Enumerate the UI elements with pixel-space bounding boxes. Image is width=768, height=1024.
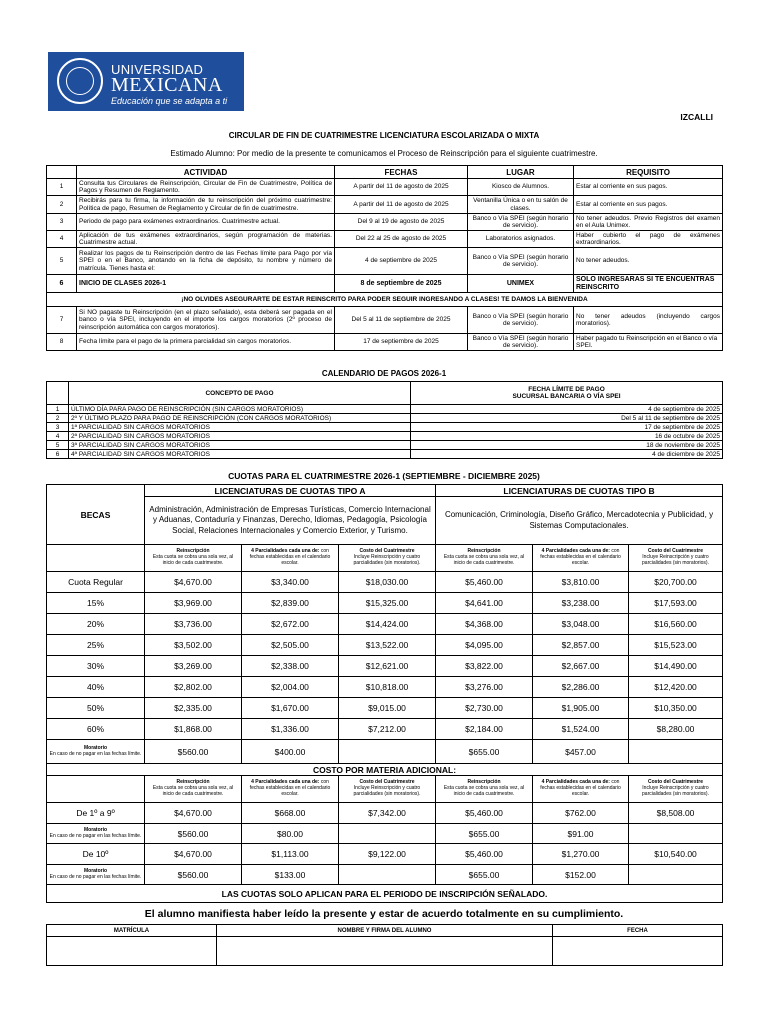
fee-value: $2,730.00: [436, 698, 533, 719]
calendar-row: [47, 414, 723, 423]
head-parcialidades-a: [242, 545, 339, 572]
moratorio-note: En caso de no pagar en las fechas límite.: [49, 832, 142, 839]
activity-date: A partir del 11 de agosto de 2025: [335, 196, 468, 214]
head-costo-b: [629, 776, 723, 803]
activity-text: Realizar los pagos de tu Reinscripción dentro de las Fechas límite para Pago por vía SPEI o en el Banco, anotando en la ficha de depósito, tu nombre y número de matrícula. Tienes hasta el:: [77, 248, 335, 275]
logo-line-1: UNIVERSIDAD: [111, 62, 204, 77]
calendar-date: 18 de noviembre de 2025: [411, 441, 723, 450]
activity-requirement: Estar al corriente en sus pagos.: [574, 179, 723, 196]
moratorio-note: En caso de no pagar en las fechas límite.: [49, 873, 142, 880]
fee-value: $655.00: [436, 865, 533, 885]
head-title: Costo del Cuatrimestre: [359, 779, 415, 786]
seal-icon: [57, 58, 103, 104]
fee-value: $7,212.00: [339, 719, 436, 740]
fee-value: $4,670.00: [145, 803, 242, 824]
fee-value: $4,670.00: [145, 844, 242, 865]
activity-requirement: Haber cubierto el pago de exámenes extraordinarios.: [574, 231, 723, 248]
fee-label: 30%: [47, 656, 145, 677]
becas-label: BECAS: [47, 485, 145, 545]
fee-value: [339, 865, 436, 885]
fee-row: [47, 719, 723, 740]
fee-value: $5,460.00: [436, 572, 533, 593]
head-costo-a: [339, 545, 436, 572]
fee-value: [629, 740, 723, 764]
activity-num: 5: [47, 248, 77, 275]
head-note: fechas establecidas en el calendario escolar.: [249, 785, 331, 797]
fee-value: $457.00: [533, 740, 629, 764]
head-title: 4 Parcialidades cada una de:: [541, 779, 610, 786]
calendar-concept: 2ª PARCIALIDAD SIN CARGOS MORATORIOS: [69, 432, 411, 441]
calendar-date: 4 de diciembre de 2025: [411, 450, 723, 459]
activity-num: 6: [47, 275, 77, 293]
head-title: 4 Parcialidades cada una de:: [541, 548, 610, 555]
activity-requirement: Estar al corriente en sus pagos.: [574, 196, 723, 214]
activity-place: Banco o Vía SPEI (según horario de servicio).: [468, 307, 574, 334]
activities-header-num: [47, 166, 77, 179]
fee-value: $10,350.00: [629, 698, 723, 719]
intro-text: Estimado Alumno: Por medio de la presente te comunicamos el Proceso de Reinscripción para el siguiente cuatrimestre.: [170, 149, 598, 158]
fee-value: $2,338.00: [242, 656, 339, 677]
fee-value: $1,868.00: [145, 719, 242, 740]
fee-value: $655.00: [436, 740, 533, 764]
fee-value: $3,048.00: [533, 614, 629, 635]
head-note: fechas establecidas en el calendario escolar.: [540, 785, 621, 797]
fee-value: $9,015.00: [339, 698, 436, 719]
fee-row: [47, 572, 723, 593]
fee-value: $4,670.00: [145, 572, 242, 593]
activity-place: Banco o Vía SPEI (según horario de servicio).: [468, 334, 574, 351]
fee-value: $3,969.00: [145, 593, 242, 614]
activities-header-actividad: ACTIVIDAD: [77, 166, 335, 179]
fee-value: $10,818.00: [339, 677, 436, 698]
fee-value: $133.00: [242, 865, 339, 885]
fee-value: $2,857.00: [533, 635, 629, 656]
fee-value: $3,810.00: [533, 572, 629, 593]
fee-value: $1,113.00: [242, 844, 339, 865]
fee-value: $2,286.00: [533, 677, 629, 698]
fees-column-heads: [47, 545, 723, 572]
fee-value: $80.00: [242, 824, 339, 844]
page-title: CIRCULAR DE FIN DE CUATRIMESTRE LICENCIATURA ESCOLARIZADA O MIXTA: [228, 131, 540, 140]
activity-row: [47, 196, 723, 214]
calendar-num: 1: [47, 405, 69, 414]
activity-place: Ventanilla Única o en tu salón de clases.: [468, 196, 574, 214]
activity-date: 8 de septiembre de 2025: [335, 275, 468, 293]
fee-value: $1,270.00: [533, 844, 629, 865]
activity-date: A partir del 11 de agosto de 2025: [335, 179, 468, 196]
calendar-date: Del 5 al 11 de septiembre de 2025: [411, 414, 723, 423]
fee-label: Cuota Regular: [47, 572, 145, 593]
fee-value: $560.00: [145, 824, 242, 844]
calendar-date: 16 de octubre de 2025: [411, 432, 723, 441]
moratorio-title: Moratorio: [83, 826, 108, 833]
calendar-concept: 4ª PARCIALIDAD SIN CARGOS MORATORIOS: [69, 450, 411, 459]
moratorio-title: Moratorio: [83, 744, 108, 751]
moratorio-label: [47, 824, 145, 844]
tipo-a-title: LICENCIATURAS DE CUOTAS TIPO A: [145, 485, 436, 497]
materia-label: De 1º a 9º: [47, 803, 145, 824]
head-costo-b: [629, 545, 723, 572]
calendar-row: [47, 432, 723, 441]
head-parcialidades-b: [533, 776, 629, 803]
activity-row: [47, 231, 723, 248]
fee-value: $4,095.00: [436, 635, 533, 656]
fee-value: $91.00: [533, 824, 629, 844]
signature-header-matricula: MATRÍCULA: [47, 925, 217, 937]
head-costo-a: [339, 776, 436, 803]
fee-label: 60%: [47, 719, 145, 740]
fee-value: $3,238.00: [533, 593, 629, 614]
head-title: Costo del Cuatrimestre: [648, 548, 704, 555]
activity-place: Banco o Vía SPEI (según horario de servicio).: [468, 214, 574, 231]
activities-table: [46, 165, 723, 351]
agreement-text: El alumno manifiesta haber leído la presente y estar de acuerdo totalmente en su cumplimiento.: [144, 908, 624, 920]
fecha-field[interactable]: [553, 937, 723, 966]
fee-value: $5,460.00: [436, 844, 533, 865]
head-note: Incluye Reinscripción y cuatro parcialidades (sin moratorios).: [642, 554, 709, 566]
head-note-inline: con: [611, 779, 620, 786]
activity-date: Del 5 al 11 de septiembre de 2025: [335, 307, 468, 334]
fee-value: $1,670.00: [242, 698, 339, 719]
activity-row: [47, 307, 723, 334]
fee-value: $2,667.00: [533, 656, 629, 677]
logo-tagline: Educación que se adapta a ti: [111, 96, 228, 106]
materia-label: De 10º: [47, 844, 145, 865]
calendar-num: 5: [47, 441, 69, 450]
calendar-num: 4: [47, 432, 69, 441]
campus-name: IZCALLI: [680, 112, 713, 122]
fee-label: 20%: [47, 614, 145, 635]
head-note: fechas establecidas en el calendario escolar.: [249, 554, 331, 566]
fees-table: [46, 484, 723, 903]
moratorio-title: Moratorio: [83, 867, 108, 874]
activity-date: Del 9 al 19 de agosto de 2025: [335, 214, 468, 231]
fee-value: $3,822.00: [436, 656, 533, 677]
activity-place: Banco o Vía SPEI (según horario de servicio).: [468, 248, 574, 275]
activity-row: [47, 248, 723, 275]
fee-value: $14,424.00: [339, 614, 436, 635]
welcome-banner-row: [47, 293, 723, 307]
fee-value: $8,280.00: [629, 719, 723, 740]
activity-num: 3: [47, 214, 77, 231]
fee-value: $762.00: [533, 803, 629, 824]
calendar-date: 17 de septiembre de 2025: [411, 423, 723, 432]
head-reinscripcion-a: [145, 545, 242, 572]
calendar-header-fecha: [411, 382, 723, 405]
fee-label: 50%: [47, 698, 145, 719]
activity-text: Aplicación de tus exámenes extraordinarios, según programación de materias. Cuatrimestre actual.: [77, 231, 335, 248]
fee-value: $20,700.00: [629, 572, 723, 593]
fee-row: [47, 614, 723, 635]
calendar-header-fecha-line2: SUCURSAL BANCARIA O VÍA SPEI: [512, 393, 621, 400]
university-logo: [48, 52, 244, 111]
logo-line-2: MEXICANA: [111, 74, 223, 96]
head-title: Reinscripción: [176, 779, 210, 786]
moratorio-label: [47, 865, 145, 885]
activity-text: INICIO DE CLASES 2026-1: [77, 275, 335, 293]
head-note-inline: con: [611, 548, 620, 555]
fee-value: $2,505.00: [242, 635, 339, 656]
fee-value: $668.00: [242, 803, 339, 824]
fee-value: $1,905.00: [533, 698, 629, 719]
fee-value: $3,502.00: [145, 635, 242, 656]
head-reinscripcion-b: [436, 545, 533, 572]
calendar-row: [47, 405, 723, 414]
activity-row: [47, 214, 723, 231]
moratorio-row: [47, 740, 723, 764]
activity-text: Periodo de pago para exámenes extraordinarios. Cuatrimestre actual.: [77, 214, 335, 231]
head-title: Costo del Cuatrimestre: [359, 548, 415, 555]
head-note: Incluye Reinscripción y cuatro parcialidades (sin moratorios).: [353, 785, 421, 797]
activity-requirement: No tener adeudos (incluyendo cargos moratorios).: [574, 307, 723, 334]
head-title: 4 Parcialidades cada una de:: [251, 548, 320, 555]
fee-row: [47, 635, 723, 656]
fee-label: 15%: [47, 593, 145, 614]
fees-head-empty: [47, 776, 145, 803]
materia-moratorio-row: [47, 865, 723, 885]
head-note: Esta cuota se cobra una sola vez, al inicio de cada cuatrimestre.: [443, 554, 525, 566]
activity-text: Recibirás para tu firma, la información de tu reinscripción del próximo cuatrimestre: Política de pago, Resumen de Reglamento y Circular de fin de cuatrimestre.: [77, 196, 335, 214]
activity-date: Del 22 al 25 de agosto de 2025: [335, 231, 468, 248]
activity-row-inicio-clases: [47, 275, 723, 293]
activity-num: 4: [47, 231, 77, 248]
head-note: Incluye Reinscripción y cuatro parcialidades (sin moratorios).: [353, 554, 421, 566]
activity-num: 7: [47, 307, 77, 334]
fee-value: $2,184.00: [436, 719, 533, 740]
welcome-banner: ¡NO OLVIDES ASEGURARTE DE ESTAR REINSCRITO PARA PODER SEGUIR INGRESANDO A CLASES! TE DAMOS LA BIENVENIDA: [47, 293, 723, 307]
activity-text: Fecha límite para el pago de la primera parcialidad sin cargos moratorios.: [77, 334, 335, 351]
head-note: Esta cuota se cobra una sola vez, al inicio de cada cuatrimestre.: [152, 554, 234, 566]
fee-value: $18,030.00: [339, 572, 436, 593]
activity-date: 17 de septiembre de 2025: [335, 334, 468, 351]
materia-row: [47, 844, 723, 865]
fee-value: $2,004.00: [242, 677, 339, 698]
activities-header-fechas: FECHAS: [335, 166, 468, 179]
materia-row: [47, 803, 723, 824]
head-title: Reinscripción: [176, 548, 210, 555]
tipo-b-title: LICENCIATURAS DE CUOTAS TIPO B: [436, 485, 723, 497]
fee-label: 40%: [47, 677, 145, 698]
calendar-concept: 3ª PARCIALIDAD SIN CARGOS MORATORIOS: [69, 441, 411, 450]
activity-row: [47, 179, 723, 196]
activity-text: Consulta tus Circulares de Reinscripción, Circular de Fin de Cuatrimestre, Política de Pagos y Resumen de Reglamento.: [77, 179, 335, 196]
matricula-field[interactable]: [47, 937, 217, 966]
calendar-header-num: [47, 382, 69, 405]
calendar-row: [47, 441, 723, 450]
signature-table: [46, 924, 723, 966]
fee-value: $3,736.00: [145, 614, 242, 635]
fee-row: [47, 698, 723, 719]
head-reinscripcion-b: [436, 776, 533, 803]
fee-value: $400.00: [242, 740, 339, 764]
fee-value: $655.00: [436, 824, 533, 844]
fee-value: $560.00: [145, 865, 242, 885]
fee-value: $12,420.00: [629, 677, 723, 698]
fee-value: $7,342.00: [339, 803, 436, 824]
fees-footnote: LAS CUOTAS SOLO APLICAN PARA EL PERIODO DE INSCRIPCIÓN SEÑALADO.: [47, 885, 723, 903]
activity-requirement: Haber pagado tu Reinscripción en el Banco o vía SPEI.: [574, 334, 723, 351]
fee-label: 25%: [47, 635, 145, 656]
head-reinscripcion-a: [145, 776, 242, 803]
fee-row: [47, 656, 723, 677]
head-parcialidades-a: [242, 776, 339, 803]
calendar-row: [47, 450, 723, 459]
head-title: Reinscripción: [467, 548, 501, 555]
activity-place: Laboratorios asignados.: [468, 231, 574, 248]
fee-value: $1,524.00: [533, 719, 629, 740]
calendar-num: 2: [47, 414, 69, 423]
signature-header-fecha: FECHA: [553, 925, 723, 937]
moratorio-label: [47, 740, 145, 764]
head-title: Costo del Cuatrimestre: [648, 779, 704, 786]
fee-value: $17,593.00: [629, 593, 723, 614]
activity-num: 2: [47, 196, 77, 214]
fees-head-empty: [47, 545, 145, 572]
head-note: fechas establecidas en el calendario escolar.: [540, 554, 621, 566]
activity-num: 1: [47, 179, 77, 196]
tipo-b-description: Comunicación, Criminología, Diseño Gráfico, Mercadotecnia y Publicidad, y Sistemas Computacionales.: [436, 497, 723, 545]
fees-column-heads: [47, 776, 723, 803]
calendar-concept: 1ª PARCIALIDAD SIN CARGOS MORATORIOS: [69, 423, 411, 432]
tipo-a-description: Administración, Administración de Empresas Turísticas, Comercio Internacional y Aduanas, Contaduría y Finanzas, Derecho, Idiomas, Pedagogía, Psicología Social, Relaciones Internacionales y Comercio Exterior, y Turismo.: [145, 497, 436, 545]
head-note: Esta cuota se cobra una sola vez, al inicio de cada cuatrimestre.: [443, 785, 525, 797]
head-note-inline: con: [320, 779, 329, 786]
payment-calendar-table: [46, 381, 723, 459]
fee-value: $8,508.00: [629, 803, 723, 824]
fee-value: $2,335.00: [145, 698, 242, 719]
calendar-concept: 2º Y ÚLTIMO PLAZO PARA PAGO DE REINSCRIPCIÓN (CON CARGOS MORATORIOS): [69, 414, 411, 423]
fee-row: [47, 593, 723, 614]
activity-requirement: SOLO INGRESARAS SI TE ENCUENTRAS REINSCRITO: [574, 275, 723, 293]
activity-place: Kiosco de Alumnos.: [468, 179, 574, 196]
fee-value: $2,672.00: [242, 614, 339, 635]
fee-value: $15,523.00: [629, 635, 723, 656]
fee-value: [339, 824, 436, 844]
fee-value: $12,621.00: [339, 656, 436, 677]
head-title: 4 Parcialidades cada una de:: [251, 779, 320, 786]
activity-requirement: No tener adeudos. Previo Registros del examen en el Aula Unimex.: [574, 214, 723, 231]
calendar-header-concepto: CONCEPTO DE PAGO: [69, 382, 411, 405]
fee-value: $3,276.00: [436, 677, 533, 698]
head-note: Incluye Reinscripción y cuatro parcialidades (sin moratorios).: [642, 785, 709, 797]
materia-moratorio-row: [47, 824, 723, 844]
fee-value: $1,336.00: [242, 719, 339, 740]
fee-value: $15,325.00: [339, 593, 436, 614]
activities-header-requisito: REQUISITO: [574, 166, 723, 179]
signature-header-nombre: NOMBRE Y FIRMA DEL ALUMNO: [217, 925, 553, 937]
fee-value: $10,540.00: [629, 844, 723, 865]
calendar-date: 4 de septiembre de 2025: [411, 405, 723, 414]
activity-requirement: No tener adeudos.: [574, 248, 723, 275]
activity-row: [47, 334, 723, 351]
fee-value: $3,269.00: [145, 656, 242, 677]
head-title: Reinscripción: [467, 779, 501, 786]
calendar-header-fecha-line1: FECHA LÍMITE DE PAGO: [528, 386, 605, 393]
activity-num: 8: [47, 334, 77, 351]
calendar-num: 3: [47, 423, 69, 432]
fee-value: $16,560.00: [629, 614, 723, 635]
head-note-inline: con: [320, 548, 329, 555]
fee-value: [339, 740, 436, 764]
materia-title: COSTO POR MATERIA ADICIONAL:: [47, 764, 723, 776]
fee-value: $3,340.00: [242, 572, 339, 593]
nombre-firma-field[interactable]: [217, 937, 553, 966]
activities-header-lugar: LUGAR: [468, 166, 574, 179]
fee-value: $14,490.00: [629, 656, 723, 677]
fee-value: $9,122.00: [339, 844, 436, 865]
fee-value: $4,641.00: [436, 593, 533, 614]
calendar-concept: ÚLTIMO DÍA PARA PAGO DE REINSCRIPCIÓN (SIN CARGOS MORATORIOS): [69, 405, 411, 414]
fee-value: $5,460.00: [436, 803, 533, 824]
cuotas-title: CUOTAS PARA EL CUATRIMESTRE 2026-1 (SEPTIEMBRE - DICIEMBRE 2025): [228, 471, 540, 481]
fee-row: [47, 677, 723, 698]
calendar-row: [47, 423, 723, 432]
fee-value: [629, 865, 723, 885]
calendar-title: CALENDARIO DE PAGOS 2026-1: [321, 369, 447, 378]
fee-value: $2,802.00: [145, 677, 242, 698]
fee-value: $152.00: [533, 865, 629, 885]
moratorio-note: En caso de no pagar en las fechas límite.: [49, 750, 142, 757]
fee-value: $4,368.00: [436, 614, 533, 635]
head-parcialidades-b: [533, 545, 629, 572]
fee-value: $13,522.00: [339, 635, 436, 656]
head-note: Esta cuota se cobra una sola vez, al inicio de cada cuatrimestre.: [152, 785, 234, 797]
activity-date: 4 de septiembre de 2025: [335, 248, 468, 275]
activity-place: UNIMEX: [468, 275, 574, 293]
activity-text: Si NO pagaste tu Reinscripción (en el plazo señalado), esta deberá ser pagada en el banco o vía SPEI, incluyendo en el importe los cargos moratorios (2º proceso de reinscripción automática con cargos moratorios).: [77, 307, 335, 334]
fee-value: $560.00: [145, 740, 242, 764]
calendar-num: 6: [47, 450, 69, 459]
fee-value: $2,839.00: [242, 593, 339, 614]
fee-value: [629, 824, 723, 844]
